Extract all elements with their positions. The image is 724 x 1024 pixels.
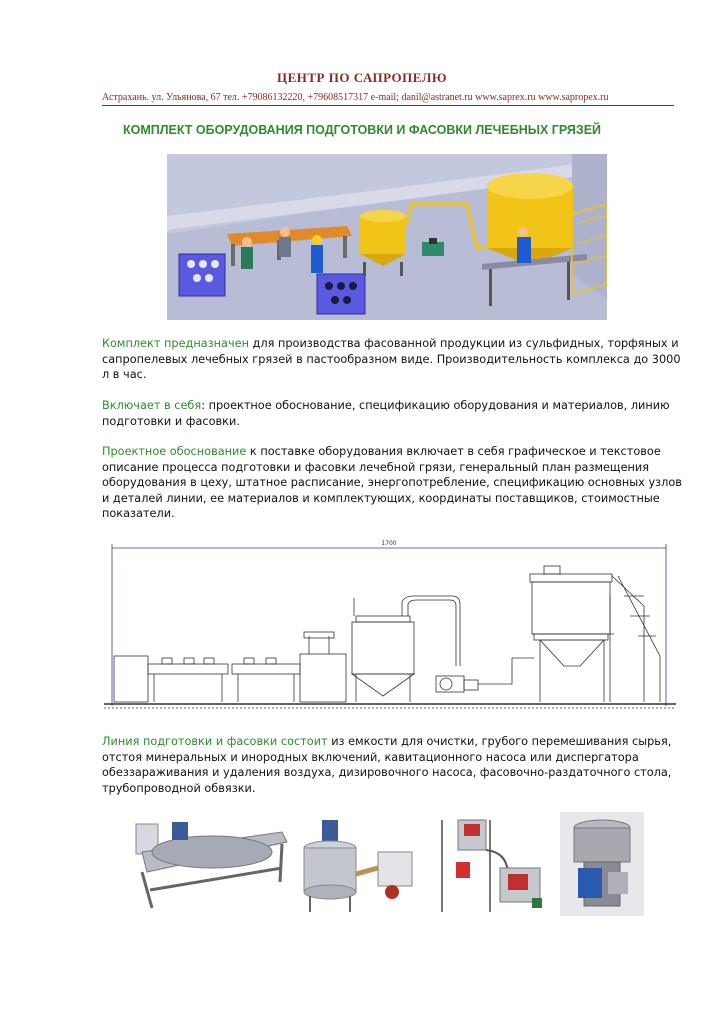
photo-tank-pump — [298, 812, 416, 916]
paragraph-line-composition — [102, 734, 682, 796]
paragraph-includes — [102, 398, 682, 429]
dimension-label: 1700 — [381, 540, 397, 547]
includes-text: : проектное обоснование, спецификацию оборудования и материалов, линию подготовки и фасовки. — [102, 399, 670, 428]
line-text: из емкости для очистки, грубого перемешивания сырья, отстоя минеральных и инородных включений, кавитационного насоса или диспергатора обеззараживания и удаления воздуха, дизировочного насоса, фасовочно-раздаточного стола, трубопроводной обвязки. — [102, 735, 672, 795]
purpose-text: для производства фасованной продукции из сульфидных, торфяных и сапропелевых лечебных грязей в пастообразном виде. Производительность комплекса до 3000 л в час. — [102, 337, 681, 381]
contact-info: Астрахань. ул. Ульянова, 67 тел. +79086132220, +79608517317 e-mail; danil@astranet.ru www.saprex.ru www.sapropex.ru — [102, 92, 609, 103]
photo-homogenizer — [560, 812, 644, 916]
paragraph-project — [102, 444, 682, 522]
includes-highlight: Включает в себя — [102, 399, 202, 412]
paragraph-purpose — [102, 336, 682, 383]
technical-drawing — [104, 536, 676, 716]
document-title: КОМПЛЕКТ ОБОРУДОВАНИЯ ПОДГОТОВКИ И ФАСОВКИ ЛЕЧЕБНЫХ ГРЯЗЕЙ — [122, 123, 602, 137]
line-highlight: Линия подготовки и фасовки состоит — [102, 735, 328, 748]
center-title: ЦЕНТР ПО САПРОПЕЛЮ — [276, 70, 448, 85]
project-highlight: Проектное обоснование — [102, 445, 247, 458]
header-rule — [102, 105, 674, 106]
photo-dispenser — [436, 812, 552, 916]
purpose-highlight: Комплект предназначен — [102, 337, 249, 350]
photo-mixer — [132, 812, 292, 916]
project-text: к поставке оборудования включает в себя графическое и текстовое описание процесса подготовки и фасовки лечебной грязи, генеральный план размещения оборудования в цеху, штатное расписание, энергопотребление, спецификацию основных узлов и деталей линии, ее материалов и комплектующих, координаты поставщиков, стоимостные показатели. — [102, 445, 682, 520]
3d-line-render — [167, 154, 607, 320]
